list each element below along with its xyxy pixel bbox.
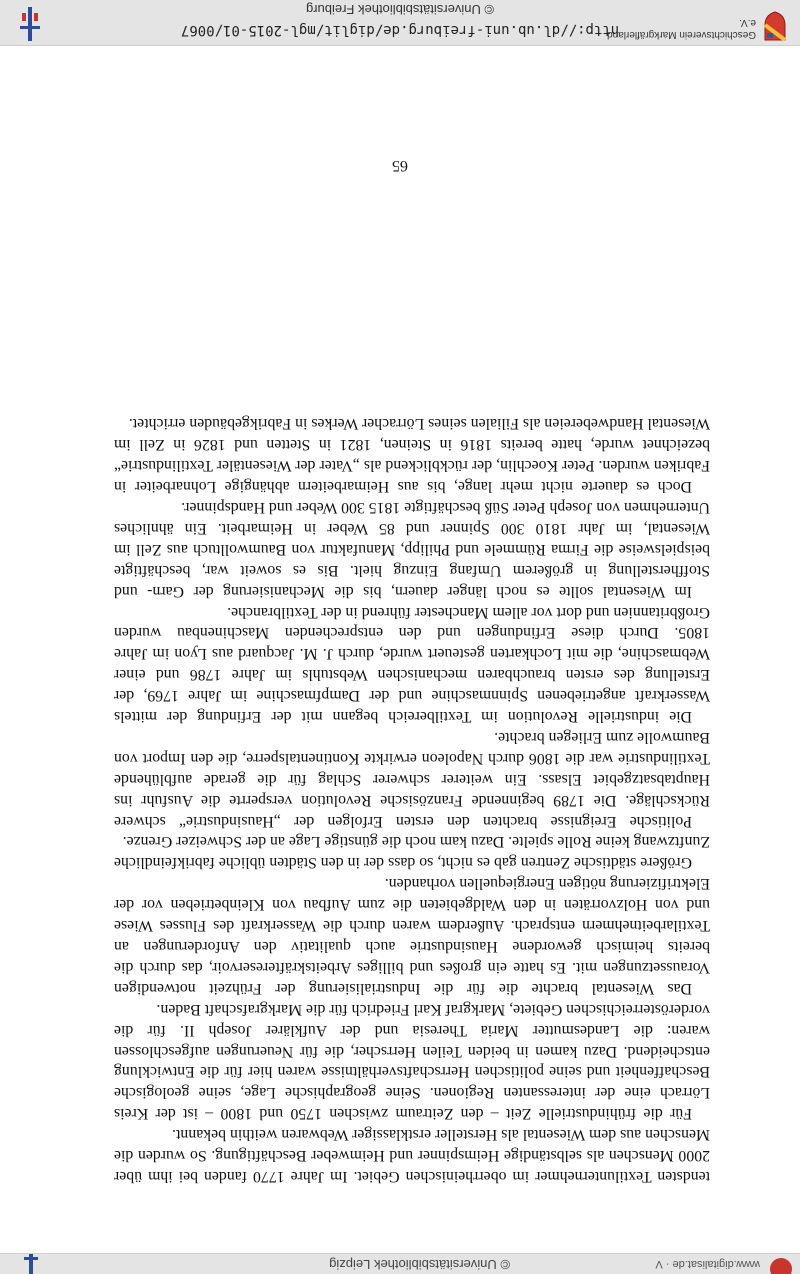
top-association-text: www.digitalisat.de · V — [655, 1258, 760, 1270]
library-credit: © Universitätsbibliothek Leipzig — [329, 1257, 510, 1272]
permalink-url[interactable]: http://dl.ub.uni-freiburg.de/diglit/mgl-2015-01/0067 — [180, 22, 620, 38]
paragraph: Im Wiesental sollte es noch länger dauern, bis die Mechanisierung der Garn- und Stoffherstellung in größerem Umfang Einzug hielt. Bis es soweit war, beschäftigte beispielsweise die Firma Rümmele und Philipp, Manufaktur von Baumwolltuch aus Zell im Wiesental, im Jahr 1810 300 Spinner und 85 Weber in Heimarbeit. Ein ähnliches Unternehmen von Joseph Peter Süß beschäftigte 1815 300 Weber und Handspinner. — [114, 499, 710, 600]
paragraph: Für die frühindustrielle Zeit – den Zeitraum zwischen 1750 und 1800 – ist der Kreis Lörrach eine der interessanten Regionen. Seine geographische Lage, seine geologische Beschaffenheit und seine politischen Herrschaftsverhältnisse waren hier für die Entwicklung entscheidend. Dazu kamen in beiden Teilen Herrscher, die für Neuerungen aufgeschlossen waren: die Landesmutter Maria Theresia und der Aufklärer Joseph II. für die vorderösterreichischen Gebiete, Markgraf Karl Friedrich für die Markgrafschaft Baden. — [114, 1000, 710, 1123]
library-crest-icon — [770, 1258, 792, 1274]
paragraph: Politische Ereignisse brachten den ersten Erfolgen der „Hausindustrie“ schwere Rückschläge. Die 1789 beginnende Französische Revolution versperrte die Ausfuhr ins Hauptabsatzgebiet Elsass. Ein weiterer schwerer Schlag für die gerade aufblühende Textilindustrie war die 1806 durch Napoleon erwirkte Kontinentalsperre, die den Import von Baumwolle zum Erliegen brachte. — [114, 728, 710, 830]
top-viewer-bar — [0, 1253, 800, 1274]
ub-logo-icon — [20, 7, 40, 41]
footer-copyright: © Universitätsbibliothek Freiburg — [305, 2, 495, 17]
paragraph: Das Wiesental brachte die für die Industrialisierung der Frühzeit notwendigen Voraussetzungen mit. Es hatte ein großes und billiges Arbeitskräftereservoir, das durch die bereits heimisch gewordene Hausindustrie auch qualitativ den Anforderungen an Textilarbeitnehmern entsprach. Außerdem waren durch die Wasserkraft des Flusses Wiese und von Holzvorräten in den Waldgebieten die zum Aufbau von Kleinbetrieben vor der Elektrifizierung nötigen Energiequellen vorhanden. — [114, 875, 710, 997]
page-text — [114, 412, 710, 1186]
association-name: Geschichtsverein Markgräflerland e.V. — [607, 17, 756, 40]
paragraph: Größere städtische Zentren gab es nicht, so dass der in den Städten übliche fabrikfeindliche Zunftzwang keine Rolle spielte. Dazu kam noch die günstige Lage an der Schweizer Grenze. — [114, 833, 710, 872]
paragraph: tendsten Textilunternehmer im oberrheinischen Gebiet. Im Jahre 1770 fanden bei ihm über 2000 Menschen als selbständige Heimspinner und Heimweber Beschäftigung. So wurden die Menschen aus dem Wiesental als Hersteller erstklassiger Webwaren weithin bekannt. — [114, 1126, 710, 1185]
page-number: 65 — [392, 157, 408, 174]
bottom-viewer-bar — [0, 0, 800, 46]
ub-logo-icon — [24, 1254, 38, 1274]
paragraph: Doch es dauerte nicht mehr lange, bis aus Heimarbeitern abhängige Lohnarbeiter in Fabriken wurden. Peter Koechlin, der rückblickend als „Vater der Wiesentäler Textilindustrie“ bezeichnet wurde, hatte bereits 1816 in Steinen, 1821 in Stetten und 1826 in Zell im Wiesental Handwebereien als Filialen seines Lörracher Werkes in Fabrikgebäuden errichtet. — [114, 415, 710, 496]
paragraph: Die industrielle Revolution im Textilbereich begann mit der Erfindung der mittels Wasserkraft angetriebenen Spinnmaschine und der Dampfmaschine im Jahre 1769, der Erstellung des ersten brauchbaren mechanischen Webstuhls im Jahre 1786 und einer Webmaschine, die mit Lochkarten gesteuert wurde, durch J. M. Jacquard aus Lyon im Jahre 1805. Durch diese Erfindungen und den entsprechenden Maschinenbau wurden Großbritannien und dort vor allem Manchester führend in der Textilbranche. — [114, 603, 710, 726]
